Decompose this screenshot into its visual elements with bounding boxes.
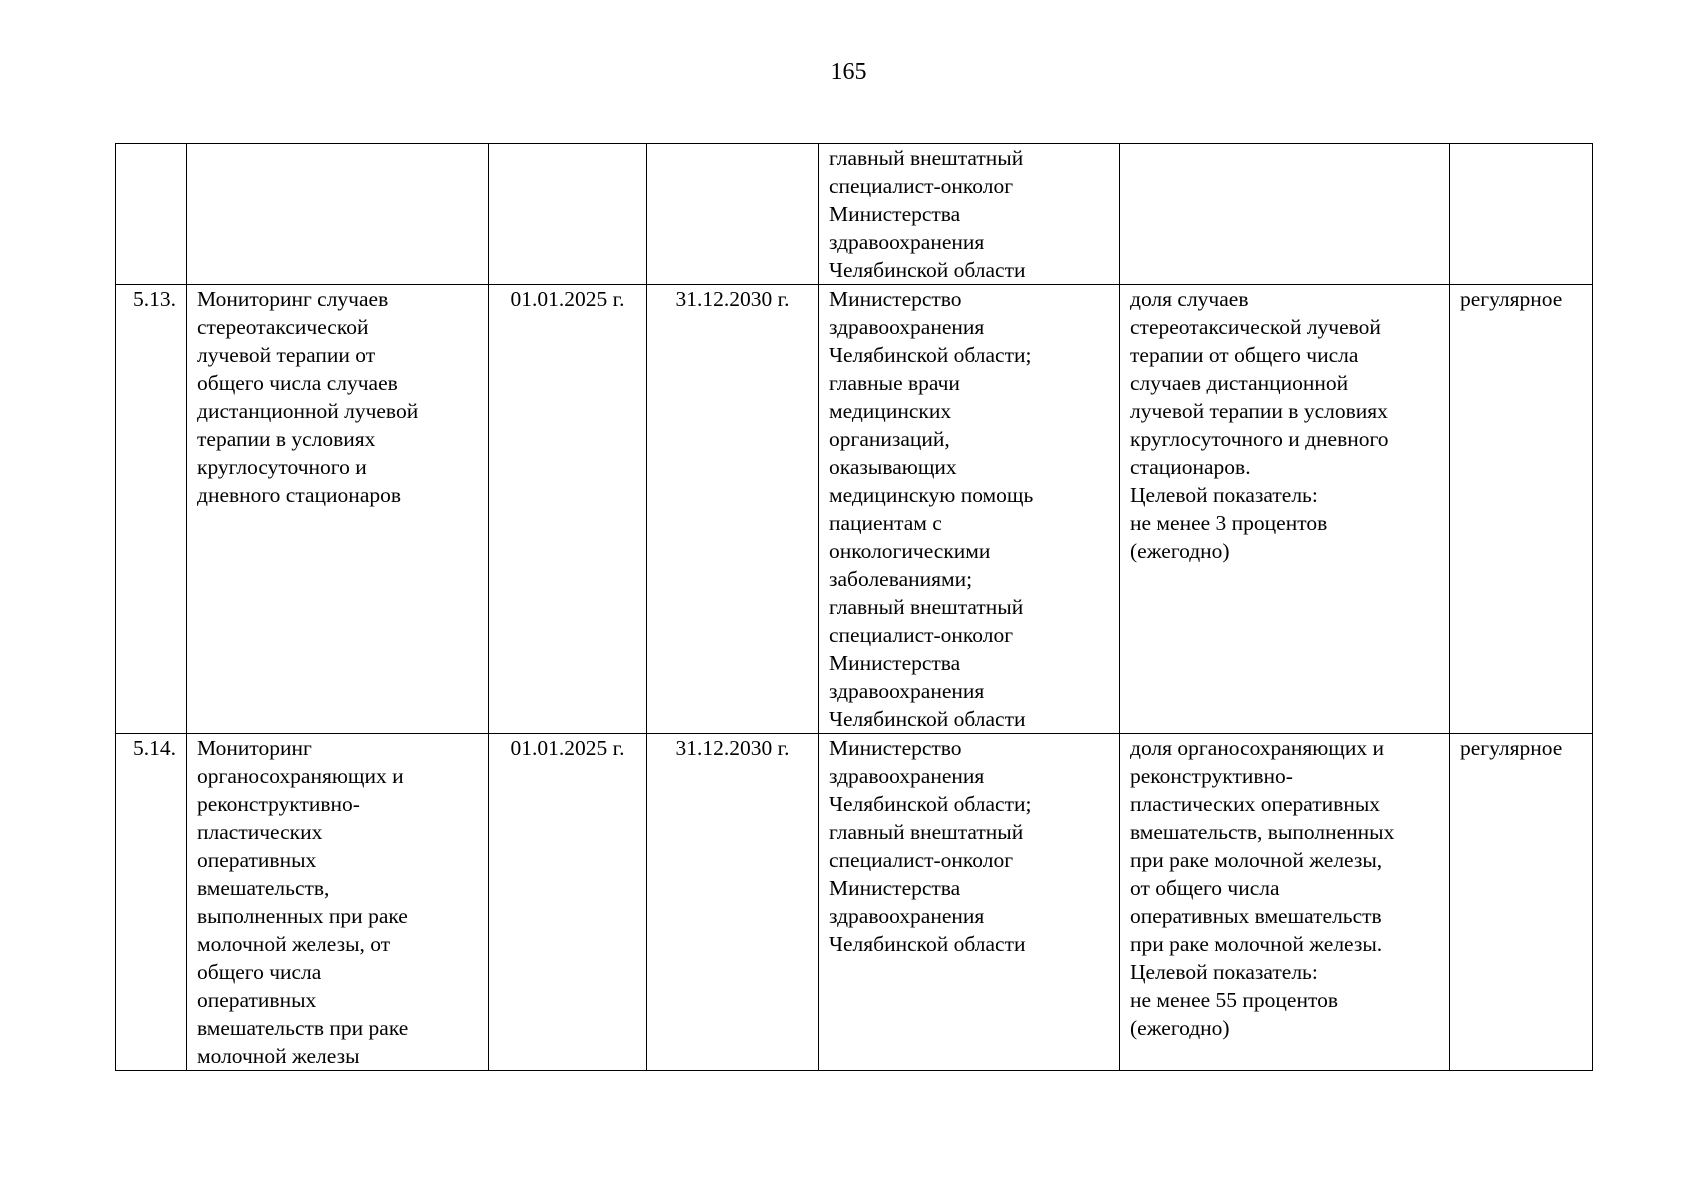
- activity-line: оперативных: [197, 848, 317, 872]
- indicator-line: круглосуточного и дневного: [1130, 427, 1389, 451]
- indicator-line: реконструктивно-: [1130, 764, 1293, 788]
- responsible-line: онкологическими: [829, 539, 991, 563]
- activity-cell: [187, 285, 489, 734]
- type-cell: регулярное: [1450, 734, 1593, 1071]
- responsible-line: пациентам с: [829, 511, 942, 535]
- activity-line: круглосуточного и: [197, 455, 367, 479]
- activity-line: органосохраняющих и: [197, 764, 404, 788]
- responsible-line: главные врачи: [829, 371, 960, 395]
- activity-line: лучевой терапии от: [197, 343, 376, 367]
- indicator-line: вмешательств, выполненных: [1130, 820, 1395, 844]
- indicator-line: доля случаев: [1130, 287, 1249, 311]
- responsible-line: здравоохранения: [829, 679, 985, 703]
- responsible-line: Министерство: [829, 736, 962, 760]
- indicator-line: доля органосохраняющих и: [1130, 736, 1385, 760]
- indicator-line: не менее 55 процентов: [1130, 988, 1338, 1012]
- indicator-cell: [1120, 734, 1450, 1071]
- item-number-cell: 5.14.: [116, 734, 187, 1071]
- responsible-line: медицинских: [829, 399, 952, 423]
- indicator-line: пластических оперативных: [1130, 792, 1381, 816]
- responsible-line: Челябинской области: [829, 932, 1026, 956]
- activity-line: оперативных: [197, 988, 317, 1012]
- indicator-line: при раке молочной железы.: [1130, 932, 1383, 956]
- activity-line: общего числа случаев: [197, 371, 398, 395]
- responsible-line: специалист-онколог: [829, 848, 1014, 872]
- indicator-cell: [1120, 285, 1450, 734]
- page-number: 165: [830, 59, 867, 85]
- responsible-line: Министерства: [829, 651, 961, 675]
- responsible-line: специалист-онколог: [829, 623, 1014, 647]
- activity-line: пластических: [197, 820, 323, 844]
- responsible-line: Челябинской области: [829, 707, 1026, 731]
- indicator-line: терапии от общего числа: [1130, 343, 1359, 367]
- type-cell: регулярное: [1450, 285, 1593, 734]
- responsible-line: Челябинской области;: [829, 792, 1032, 816]
- end-date-cell: 31.12.2030 г.: [647, 285, 819, 734]
- responsible-cell: [819, 285, 1120, 734]
- activity-cell: [187, 734, 489, 1071]
- table-row-continuation: [116, 144, 1593, 285]
- indicator-line: при раке молочной железы,: [1130, 848, 1383, 872]
- measures-table: [115, 143, 1593, 1071]
- activity-line: стереотаксической: [197, 315, 369, 339]
- start-date-cell: 01.01.2025 г.: [489, 285, 647, 734]
- indicator-line: случаев дистанционной: [1130, 371, 1349, 395]
- activity-line: молочной железы: [197, 1044, 360, 1068]
- end-date-cell: 31.12.2030 г.: [647, 734, 819, 1071]
- responsible-line: здравоохранения: [829, 230, 985, 254]
- activity-line: дневного стационаров: [197, 483, 402, 507]
- indicator-line: не менее 3 процентов: [1130, 511, 1328, 535]
- indicator-line: (ежегодно): [1130, 539, 1230, 563]
- activity-line: реконструктивно-: [197, 792, 360, 816]
- responsible-line: здравоохранения: [829, 315, 985, 339]
- responsible-line: Челябинской области: [829, 258, 1026, 282]
- item-number-cell: [116, 144, 187, 285]
- indicator-line: стереотаксической лучевой: [1130, 315, 1381, 339]
- end-date-cell: [647, 144, 819, 285]
- responsible-cell: [819, 144, 1120, 285]
- indicator-line: оперативных вмешательств: [1130, 904, 1382, 928]
- responsible-line: организаций,: [829, 427, 950, 451]
- activity-line: вмешательств,: [197, 876, 330, 900]
- type-cell: [1450, 144, 1593, 285]
- indicator-line: Целевой показатель:: [1130, 960, 1318, 984]
- responsible-line: специалист-онколог: [829, 174, 1014, 198]
- responsible-line: медицинскую помощь: [829, 483, 1034, 507]
- indicator-line: (ежегодно): [1130, 1016, 1230, 1040]
- activity-line: выполненных при раке: [197, 904, 408, 928]
- responsible-line: Челябинской области;: [829, 343, 1032, 367]
- responsible-line: здравоохранения: [829, 904, 985, 928]
- indicator-line: стационаров.: [1130, 455, 1251, 479]
- responsible-line: оказывающих: [829, 455, 957, 479]
- responsible-line: здравоохранения: [829, 764, 985, 788]
- responsible-line: главный внештатный: [829, 595, 1024, 619]
- indicator-line: Целевой показатель:: [1130, 483, 1318, 507]
- indicator-cell: [1120, 144, 1450, 285]
- indicator-line: лучевой терапии в условиях: [1130, 399, 1388, 423]
- activity-line: Мониторинг случаев: [197, 287, 389, 311]
- item-number-cell: 5.13.: [116, 285, 187, 734]
- responsible-line: Министерство: [829, 287, 962, 311]
- responsible-line: главный внештатный: [829, 820, 1024, 844]
- activity-line: вмешательств при раке: [197, 1016, 409, 1040]
- responsible-line: главный внештатный: [829, 146, 1024, 170]
- table-row-5-14: [116, 734, 1593, 1071]
- responsible-line: Министерства: [829, 202, 961, 226]
- table-row-5-13: [116, 285, 1593, 734]
- start-date-cell: [489, 144, 647, 285]
- responsible-line: Министерства: [829, 876, 961, 900]
- activity-line: Мониторинг: [197, 736, 312, 760]
- indicator-line: от общего числа: [1130, 876, 1280, 900]
- activity-line: терапии в условиях: [197, 427, 376, 451]
- activity-line: молочной железы, от: [197, 932, 391, 956]
- activity-line: дистанционной лучевой: [197, 399, 419, 423]
- activity-line: общего числа: [197, 960, 322, 984]
- responsible-cell: [819, 734, 1120, 1071]
- start-date-cell: 01.01.2025 г.: [489, 734, 647, 1071]
- activity-cell: [187, 144, 489, 285]
- responsible-line: заболеваниями;: [829, 567, 973, 591]
